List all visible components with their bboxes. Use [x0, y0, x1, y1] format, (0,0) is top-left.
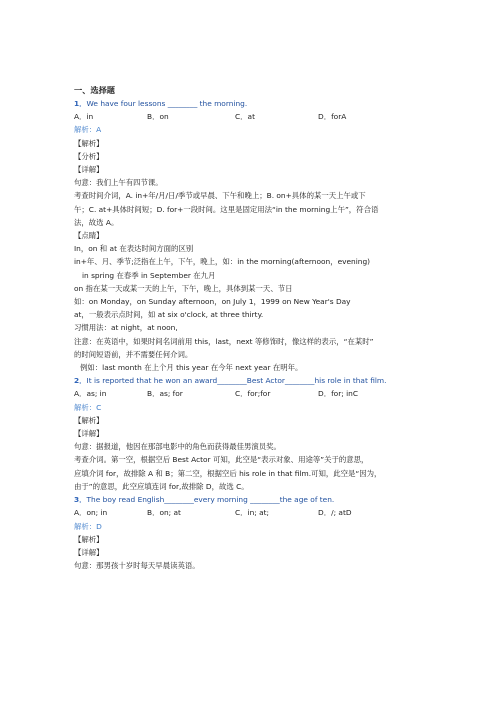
document-content	[74, 83, 434, 572]
option-d: D．forA	[318, 112, 347, 122]
option-b: B．on; at	[147, 508, 181, 518]
tag-xiangjie: 【详解】	[74, 165, 104, 175]
question-3-text: The boy read English________every morning ________the age of ten.	[86, 495, 335, 505]
question-1-number: 1．	[74, 99, 87, 108]
question-2-options	[74, 387, 434, 400]
tag-dianjing: 【点睛】	[74, 231, 104, 241]
tip-line: on 指在某一天或某一天的上午，下午，晚上，具体到某一天、节日	[74, 283, 293, 293]
question-1-options	[74, 110, 434, 123]
question-3	[74, 493, 434, 506]
option-c: C．for;for	[235, 389, 271, 399]
question-3-options	[74, 506, 434, 519]
tag-xiangjie: 【详解】	[74, 429, 104, 439]
question-2-text: It is reported that he won an award________Best Actor________his role in that film.	[86, 376, 387, 386]
question-2	[74, 374, 434, 387]
explain-line: 考查介词。第一空，根据空后 Best Actor 可知，此空是“表示对象、用途等”关于的意思，	[74, 455, 369, 465]
option-a: A．on; in	[74, 508, 108, 518]
option-d: D．/; atD	[318, 508, 352, 518]
question-1-answer: 解析：A	[74, 125, 102, 135]
tip-line: 例如：last month 在上个月 this year 在今年 next year 在明年。	[80, 363, 303, 373]
option-a: A．as; in	[74, 389, 107, 399]
question-3-number: 3．	[74, 495, 87, 505]
question-1-text: We have four lessons ________ the morning.	[86, 99, 248, 108]
tip-line: at，一般表示点时间，如 at six o'clock, at three thirty.	[74, 310, 264, 320]
tip-line: in+年、月、季节;泛指在上午，下午，晚上，如：in the morning(afternoon，evening)	[74, 257, 371, 267]
explain-line: 考查时间介词，A. in+年/月/日/季节或早晨、下午和晚上；B. on+具体的某一天上午或下	[74, 191, 366, 201]
tip-line: 习惯用法：at night，at noon,	[74, 323, 178, 333]
tip-line: 的时间短语前，并不需要任何介词。	[74, 349, 193, 359]
question-2-answer: 解析：C	[74, 402, 102, 412]
tip-line: 注意：在英语中，如果时间名词前用 this，last，next 等修饰时，像这样的表示，“在某时”	[74, 336, 374, 346]
option-c: C．in; at;	[235, 508, 270, 518]
explain-line: 应填介词 for，故排除 A 和 B；第二空，根据空后 his role in that film.可知，此空是“因为，	[74, 468, 382, 478]
explain-line: 法，故选 A。	[74, 217, 119, 227]
question-3-answer: 解析：D	[74, 521, 102, 531]
option-c: C．at	[235, 112, 255, 122]
tip-line: in spring 在春季 in September 在九月	[82, 270, 216, 280]
tag-jiexi: 【解析】	[74, 138, 104, 148]
option-b: B．as; for	[147, 389, 183, 399]
option-d: D．for; inC	[318, 389, 358, 399]
option-a: A．in	[74, 112, 94, 122]
tag-jiexi: 【解析】	[74, 534, 104, 544]
question-3-translation: 句意：那男孩十岁时每天早晨读英语。	[74, 561, 200, 571]
section-title: 一、选择题	[74, 85, 115, 95]
tag-jiexi: 【解析】	[74, 415, 104, 425]
tag-fenxi: 【分析】	[74, 151, 104, 161]
question-1	[74, 97, 434, 110]
question-1-translation: 句意：我们上午有四节课。	[74, 178, 163, 188]
explain-line: 由于”的意思，此空应填连词 for,故排除 D，故选 C。	[74, 481, 249, 491]
explain-line: 午；C. at+具体时间短；D. for+一段时间。这里是固定用法“in the morning上午”，符合语	[74, 204, 379, 214]
tag-xiangjie: 【详解】	[74, 547, 104, 557]
question-2-translation: 句意：据报道，他因在那部电影中的角色而获得最佳男演员奖。	[74, 442, 281, 452]
option-b: B．on	[147, 112, 169, 122]
tip-line: In，on 和 at 在表达时间方面的区别	[74, 244, 194, 254]
question-2-number: 2．	[74, 376, 87, 386]
tip-line: 如：on Monday，on Sunday afternoon，on July 1，1999 on New Year's Day	[74, 297, 351, 307]
